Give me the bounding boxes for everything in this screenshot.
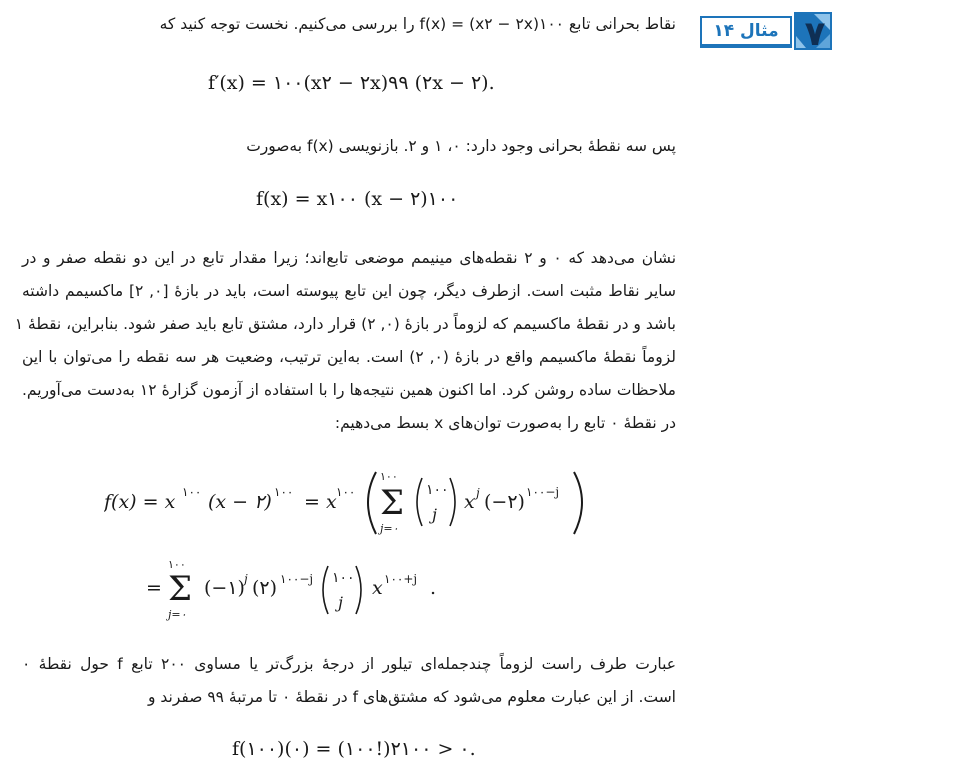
svg-text:f(x) = x: f(x) = x [104, 491, 176, 513]
svg-text:۱۰۰: ۱۰۰ [168, 558, 186, 571]
svg-text:j: j [432, 505, 437, 524]
svg-text:۱۰۰: ۱۰۰ [336, 485, 356, 499]
svg-text:j: j [244, 572, 248, 586]
svg-text:۱۰۰−j: ۱۰۰−j [526, 485, 560, 499]
svg-text:۱۰۰: ۱۰۰ [380, 470, 398, 483]
svg-text:۱۰۰+j: ۱۰۰+j [384, 572, 418, 586]
expansion-equation-line-1 [104, 464, 604, 540]
svg-text:=: = [146, 577, 162, 599]
derivative-equation: f′(x) = ۱۰۰(x۲ − ۲x)۹۹ (۲x − ۲). [208, 72, 495, 94]
svg-text:(۲): (۲) [252, 577, 278, 599]
chapter-number: ۷ [804, 14, 826, 54]
expansion-equation-line-2 [146, 556, 466, 626]
svg-text:۱۰۰: ۱۰۰ [274, 485, 294, 499]
body-line-6: در نقطهٔ ۰ تابع را به‌صورت توان‌های x بسط می‌دهیم: [334, 414, 676, 432]
intro-line: نقاط بحرانی تابع f(x) = (x۲ − ۲x)۱۰۰ را بررسی می‌کنیم. نخست توجه کنید که [159, 15, 676, 33]
svg-text:j: j [476, 486, 480, 500]
body-line-3: باشد و در نقطهٔ ماکسیمم که لزوماً در بازهٔ (۰, ۲) قرار دارد، مشتق تابع باید صفر شود. بنابراین، نقطهٔ ۱ [14, 315, 676, 333]
critical-points-paragraph [200, 130, 676, 163]
intro-paragraph [110, 8, 676, 41]
svg-text:(x − ۲): (x − ۲) [208, 491, 272, 513]
svg-text:x: x [464, 491, 475, 513]
example-label: مثال ۱۴ [713, 21, 779, 41]
example-label-box [700, 16, 792, 48]
svg-text:j=۰: j=۰ [168, 608, 187, 621]
svg-text:j: j [338, 593, 343, 612]
svg-text:x: x [372, 577, 383, 599]
svg-text:۱۰۰: ۱۰۰ [182, 485, 202, 499]
body-line-2: سایر نقاط مثبت است. ازطرف دیگر، چون این تابع پیوسته است، باید در بازهٔ [۰, ۲] ماکسیمم داشته [22, 282, 677, 300]
svg-text:= x: = x [304, 491, 337, 513]
svg-text:j=۰: j=۰ [380, 522, 399, 535]
svg-text:۱۰۰: ۱۰۰ [426, 482, 449, 498]
example-badge [700, 10, 834, 54]
rewrite-equation: f(x) = x۱۰۰ (x − ۲)۱۰۰ [256, 188, 459, 210]
body-line-1: نشان می‌دهد که ۰ و ۲ نقطه‌های مینیمم موضعی تابع‌اند؛ زیرا مقدار تابع در این دو نقطه صفر و در [22, 249, 677, 267]
svg-text:(−۱): (−۱) [204, 577, 245, 599]
chapter-tile [794, 12, 832, 54]
conclusion-line-1: عبارت طرف راست لزوماً چندجمله‌ای تیلور از درجهٔ بزرگ‌تر یا مساوی ۲۰۰ تابع f حول نقطهٔ ۰ [22, 655, 676, 673]
svg-text:۱۰۰−j: ۱۰۰−j [280, 572, 314, 586]
body-line-4: لزوماً نقطهٔ ماکسیمم واقع در بازهٔ (۰, ۲) است. به‌این ترتیب، وضعیت هر سه نقطه را می‌توان با این [22, 348, 676, 366]
conclusion-paragraph [22, 648, 676, 714]
svg-text:Σ: Σ [380, 483, 405, 523]
analysis-paragraph [14, 242, 677, 440]
final-derivative-equation: f(۱۰۰)(۰) = (۱۰۰!)۲۱۰۰ > ۰. [232, 738, 476, 760]
svg-text:۱۰۰: ۱۰۰ [332, 570, 355, 586]
body-line-5: ملاحظات ساده روشن کرد. اما اکنون همین نتیجه‌ها را با استفاده از آزمون گزارهٔ ۱۲ به‌دست می‌آوریم. [22, 381, 676, 399]
svg-text:(−۲): (−۲) [484, 491, 525, 513]
critical-points-line: پس سه نقطهٔ بحرانی وجود دارد: ۰، ۱ و ۲. بازنویسی f(x) به‌صورت [246, 137, 676, 155]
conclusion-line-2: است. از این عبارت معلوم می‌شود که مشتق‌های f در نقطهٔ ۰ تا مرتبهٔ ۹۹ صفرند و [147, 688, 676, 706]
svg-text:.: . [430, 577, 437, 599]
svg-text:Σ: Σ [168, 569, 193, 609]
